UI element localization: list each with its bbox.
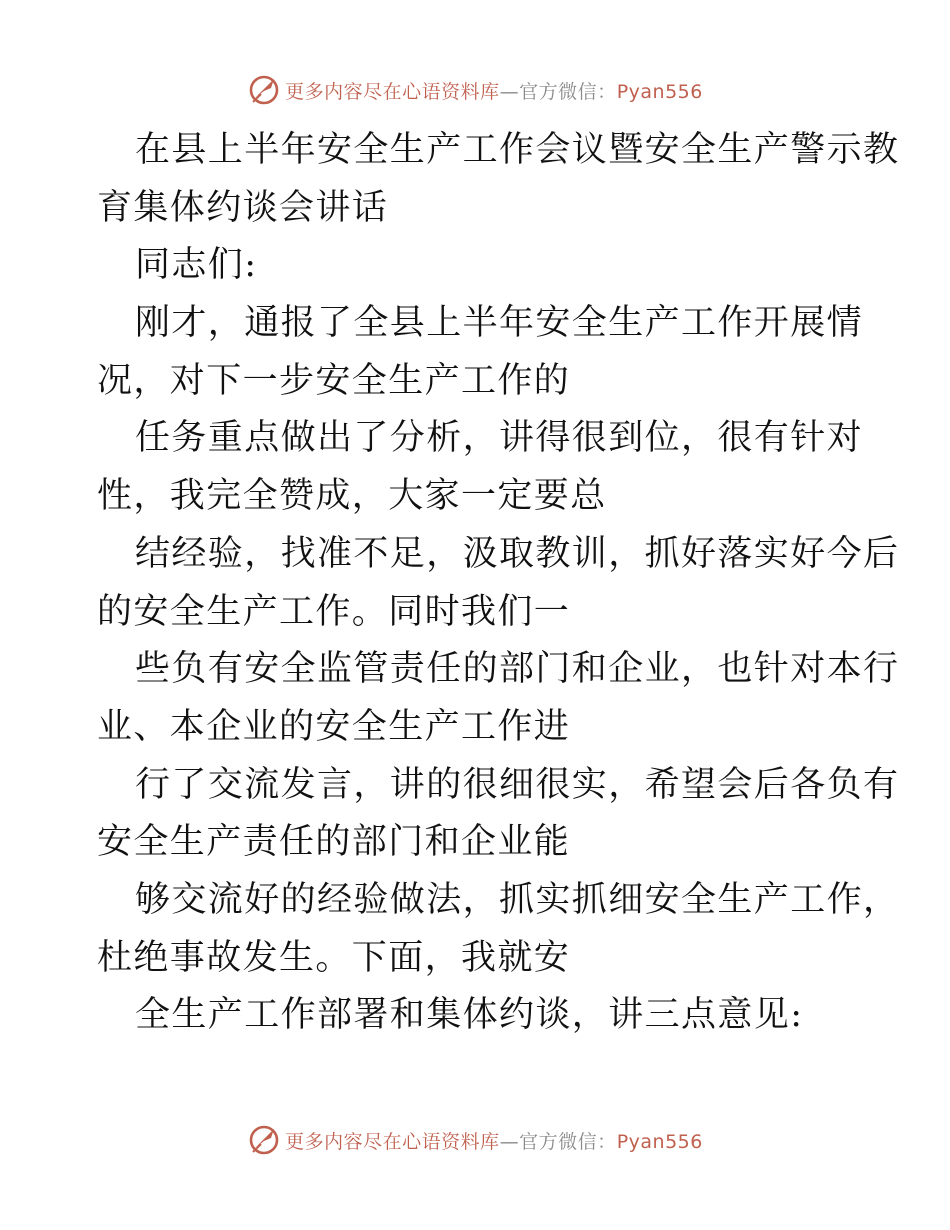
watermark-tail: —官方微信： xyxy=(499,80,617,103)
document-line: 结经验，找准不足，汲取教训，抓好落实好今后 xyxy=(135,533,900,574)
document-line: 些负有安全监管责任的部门和企业，也针对本行 xyxy=(135,649,900,690)
quill-logo-icon xyxy=(247,73,281,107)
watermark-text xyxy=(285,77,703,104)
document-line: 业、本企业的安全生产工作进 xyxy=(97,706,571,747)
document-line: 刚才，通报了全县上半年安全生产工作开展情 xyxy=(135,303,864,344)
watermark-lead: 更多内容尽在心语资料库 xyxy=(285,80,500,103)
watermark-tail: —官方微信： xyxy=(499,1130,617,1153)
document-line: 行了交流发言，讲的很细很实，希望会后各负有 xyxy=(135,764,900,805)
header-watermark xyxy=(0,70,950,110)
document-line: 况，对下一步安全生产工作的 xyxy=(97,360,571,401)
document-line: 的安全生产工作。同时我们一 xyxy=(97,591,571,632)
document-line: 够交流好的经验做法，抓实抓细安全生产工作， xyxy=(135,879,900,920)
document-line: 全生产工作部署和集体约谈，讲三点意见: xyxy=(135,995,804,1036)
document-line: 育集体约谈会讲话 xyxy=(97,187,389,228)
document-line: 性，我完全赞成，大家一定要总 xyxy=(97,476,607,517)
watermark-lead: 更多内容尽在心语资料库 xyxy=(285,1130,500,1153)
document-line: 在县上半年安全生产工作会议暨安全生产警示教 xyxy=(135,130,900,170)
document-line: 同志们: xyxy=(135,245,258,286)
document-line: 安全生产责任的部门和企业能 xyxy=(97,822,571,863)
document-body xyxy=(97,122,900,1045)
document-line: 杜绝事故发生。下面，我就安 xyxy=(97,937,571,978)
watermark-text xyxy=(285,1127,703,1154)
quill-logo-icon xyxy=(247,1123,281,1157)
document-line: 任务重点做出了分析，讲得很到位，很有针对 xyxy=(135,418,864,459)
watermark-id: Pyan556 xyxy=(616,80,703,103)
footer-watermark xyxy=(0,1120,950,1160)
watermark-id: Pyan556 xyxy=(616,1130,703,1153)
